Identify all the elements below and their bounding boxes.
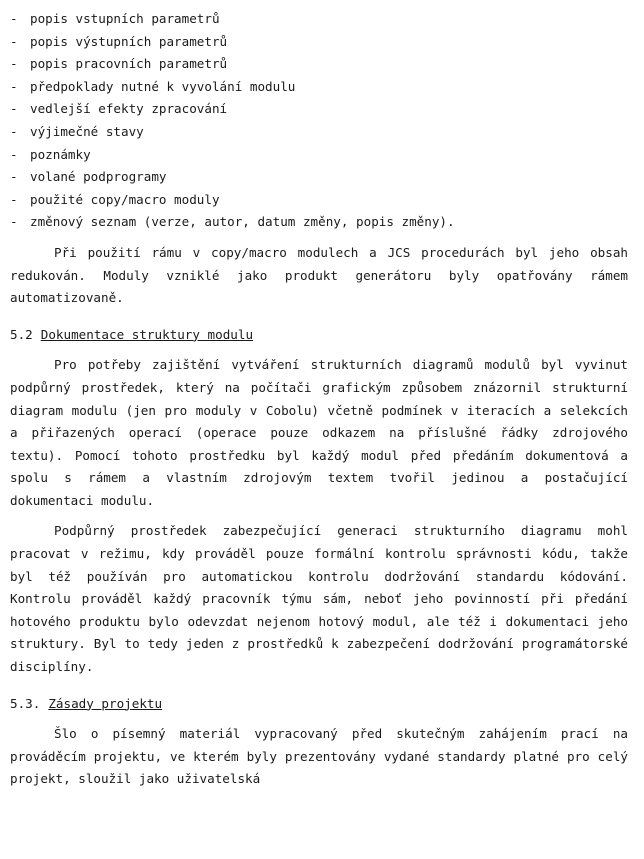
- intro-paragraph: Při použití rámu v copy/macro modulech a JCS procedurách byl jeho obsah redukován. Moduly vzniklé jako produkt generátoru byly opatřovány rámem automatizovaně.: [10, 244, 628, 306]
- list-item: - volané podprogramy: [10, 166, 628, 189]
- bullet-dash: -: [10, 101, 18, 117]
- list-item: - předpoklady nutné k vyvolání modulu: [10, 76, 628, 99]
- list-item: - výjimečné stavy: [10, 121, 628, 144]
- list-item: - popis pracovních parametrů: [10, 53, 628, 76]
- section-title: Dokumentace struktury modulu: [40, 326, 254, 342]
- section-number: 5.3.: [10, 695, 41, 711]
- body-paragraph: Šlo o písemný materiál vypracovaný před skutečným zahájením prací na prováděcím projektu, ve kterém byly prezentovány vydané standardy platné pro celý projekt, sloužil jako uživatelská: [10, 726, 628, 787]
- document-page: [10, 8, 628, 791]
- body-paragraph: Pro potřeby zajištění vytváření strukturních diagramů modulů byl vyvinut podpůrný prostředek, který na počítači grafickým způsobem znázornil strukturní diagram modulu (jen pro moduly v Cobolu) včetně podmínek v iteracích a selekcích a přiřazených operací (operace pouze odkazem na příslušné řádky zdrojového textu). Pomocí tohoto prostředku byl každý modul před předáním dokumentová a spolu s rámem a vlastním zdrojovým textem tvořil jedinou a postačující dokumentaci modulu.: [10, 357, 628, 508]
- section-number: 5.2: [10, 326, 33, 342]
- list-item: - poznámky: [10, 144, 628, 167]
- list-item: - popis výstupních parametrů: [10, 31, 628, 54]
- bullet-dash: -: [10, 214, 18, 230]
- list-item: - vedlejší efekty zpracování: [10, 98, 628, 121]
- list-item: - použité copy/macro moduly: [10, 189, 628, 212]
- section-heading: [10, 693, 628, 716]
- list-item: - popis vstupních parametrů: [10, 8, 628, 31]
- bullet-dash: -: [10, 78, 18, 94]
- list-item: - změnový seznam (verze, autor, datum změny, popis změny).: [10, 211, 628, 234]
- bullet-dash: -: [10, 146, 18, 162]
- bullet-dash: -: [10, 33, 18, 49]
- bullet-dash: -: [10, 11, 18, 26]
- body-paragraph: Podpůrný prostředek zabezpečující generaci strukturního diagramu mohl pracovat v režimu, kdy prováděl pouze formální kontrolu správnosti kódu, takže byl též používán pro automatickou kontrolu dodržování standardu kódování. Kontrolu prováděl každý pracovník týmu sám, neboť jeho povinností při předání hotového produktu bylo odevzdat nejenom hotový modul, ale též i dokumentaci jeho struktury. Byl to tedy jeden z prostředků k zabezpečení dodržování programátorské disciplíny.: [10, 523, 628, 675]
- parameter-list: [10, 8, 628, 234]
- section-heading: [10, 324, 628, 347]
- section-title: Zásady projektu: [48, 695, 163, 711]
- bullet-dash: -: [10, 169, 18, 185]
- bullet-dash: -: [10, 191, 18, 207]
- bullet-dash: -: [10, 56, 18, 72]
- bullet-dash: -: [10, 123, 18, 139]
